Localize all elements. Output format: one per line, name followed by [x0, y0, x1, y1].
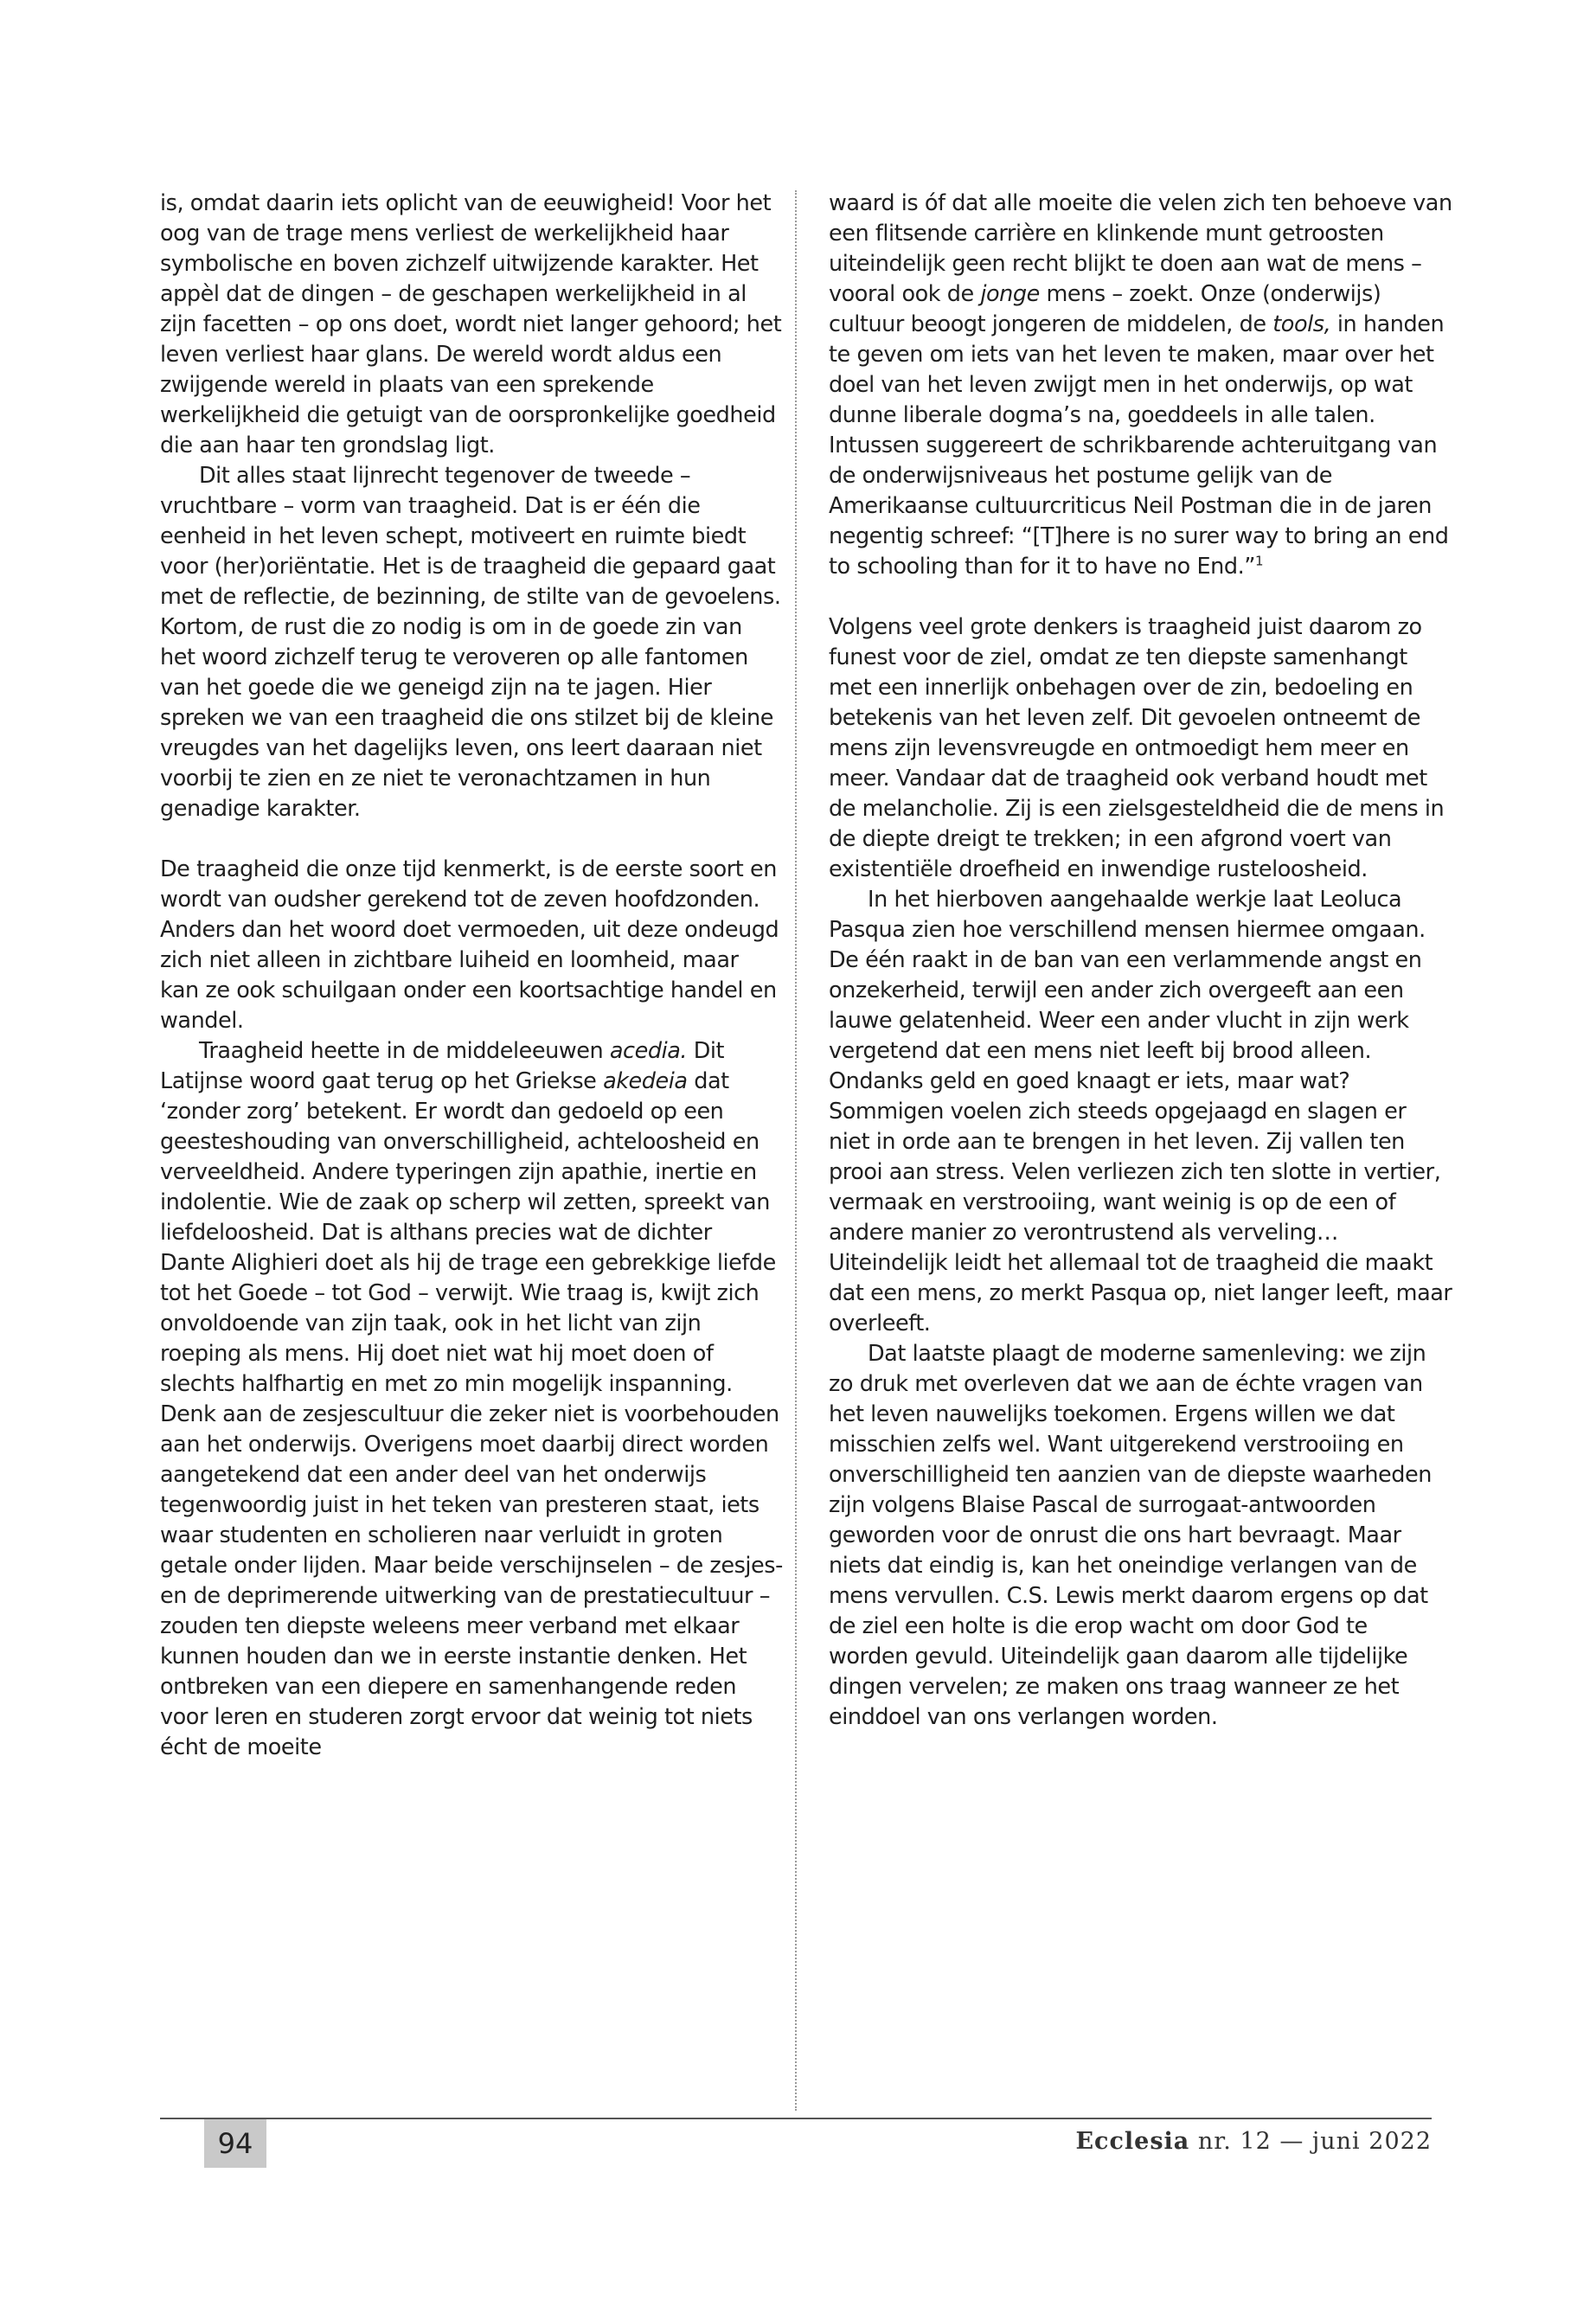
text-run: dat ‘zonder zorg’ betekent. Er wordt dan gedoeld op een geesteshouding van onverschilligheid, achteloosheid en verveeldheid. Andere typeringen zijn apathie, inertie en indolentie. Wie de zaak op scherp wil zetten, spreekt van liefdeloosheid. Dat is althans precies wat de dichter Dante Alighieri doet als hij de trage een gebrekkige liefde tot het Goede – tot God – verwijt. Wie traag is, kwijt zich onvoldoende van zijn taak, ook in het licht van zijn roeping als mens. Hij doet niet wat hij moet doen of slechts halfhartig en met zo min mogelijk inspanning. Denk aan de zesjescultuur die zeker niet is voorbehouden aan het onderwijs. Overigens moet daarbij direct worden aangetekend dat een ander deel van het onderwijs tegenwoordig juist in het teken van presteren staat, iets waar studenten en scholieren naar verluidt in groten getale onder lijden. Maar beide verschijnselen – de zesjes- en de deprimerende uitwerking van de prestatiecultuur – zouden ten diepste weleens meer verband met elkaar kunnen houden dan we in eerste instantie denken. Het ontbreken van een diepere en samenhangende reden voor leren en studeren zorgt ervoor dat weinig tot niets écht de moeite	[160, 1068, 783, 1760]
left-paragraph-2	[160, 461, 783, 824]
page-number: 94	[204, 2119, 266, 2168]
text-run: Traagheid heette in de middeleeuwen	[199, 1038, 610, 1064]
left-paragraph-3	[160, 855, 783, 1036]
right-paragraph-3	[829, 885, 1453, 1339]
right-paragraph-4	[829, 1339, 1453, 1733]
left-paragraph-1	[160, 189, 783, 461]
italic-term: acedia.	[609, 1038, 688, 1064]
text-run: Dit Latijnse woord gaat terug op het Griekse	[160, 1038, 725, 1094]
section-gap	[160, 824, 783, 855]
issue-info: nr. 12 — juni 2022	[1189, 2128, 1432, 2155]
footnote-reference[interactable]: 1	[1254, 553, 1264, 569]
right-paragraph-2	[829, 612, 1453, 885]
text-run: In het hierboven aangehaalde werkje laat Leoluca Pasqua zien hoe verschillend mensen hiermee omgaan. De één raakt in de ban van een verlammende angst en onzekerheid, terwijl een ander zich overgeeft aan een lauwe gelatenheid. Weer een ander vlucht in zijn werk vergetend dat een mens niet leeft bij brood alleen. Ondanks geld en goed knaagt er iets, maar wat? Sommigen voelen zich steeds opgejaagd en slagen er niet in orde aan te brengen in het leven. Zij vallen ten prooi aan stress. Velen verliezen zich ten slotte in vertier, vermaak en verstrooiing, want weinig is op de een of andere manier zo verontrustend als verveling… Uiteindelijk leidt het allemaal tot de traagheid die maakt dat een mens, zo merkt Pasqua op, niet langer leeft, maar overleeft.	[829, 887, 1452, 1336]
text-run: Dit alles staat lijnrecht tegenover de tweede – vruchtbare – vorm van traagheid. Dat is er één die eenheid in het leven schept, motiveert en ruimte biedt voor (her)oriëntatie. Het is de traagheid die gepaard gaat met de reflectie, de bezinning, de stilte van de gevoelens. Kortom, de rust die zo nodig is om in de goede zin van het woord zichzelf terug te veroveren op alle fantomen van het goede die we geneigd zijn na te jagen. Hier spreken we van een traagheid die ons stilzet bij de kleine vreugdes van het dagelijks leven, ons leert daaraan niet voorbij te zien en ze niet te veronachtzamen in hun genadige karakter.	[160, 463, 781, 822]
right-paragraph-1	[829, 189, 1453, 582]
text-run: is, omdat daarin iets oplicht van de eeuwigheid! Voor het oog van de trage mens verliest de werkelijkheid haar symbolische en boven zichzelf uitwijzende karakter. Het appèl dat de dingen – de geschapen werkelijkheid in al zijn facetten – op ons doet, wordt niet langer gehoord; het leven verliest haar glans. De wereld wordt aldus een zwijgende wereld in plaats van een sprekende werkelijkheid die getuigt van de oorspronkelijke goedheid die aan haar ten grondslag ligt.	[160, 190, 782, 458]
footer-rule	[160, 2118, 1432, 2119]
text-run: in handen te geven om iets van het leven te maken, maar over het doel van het leven zwijgt men in het onderwijs, op wat dunne liberale dogma’s na, goeddeels in alle talen. Intussen suggereert de schrikbarende achteruitgang van de onderwijsniveaus het postume gelijk van de Amerikaanse cultuurcriticus Neil Postman die in de jaren negentig schreef: “[T]here is no surer way to bring an end to schooling than for it to have no End.”	[829, 311, 1449, 580]
left-column	[160, 189, 783, 1763]
left-paragraph-4	[160, 1036, 783, 1763]
section-gap	[829, 582, 1453, 612]
italic-term: tools,	[1272, 311, 1331, 337]
text-run: De traagheid die onze tijd kenmerkt, is de eerste soort en wordt van oudsher gerekend tot de zeven hoofdzonden. Anders dan het woord doet vermoeden, uit deze ondeugd zich niet alleen in zichtbare luiheid en loomheid, maar kan ze ook schuilgaan onder een koortsachtige handel en wandel.	[160, 856, 779, 1034]
right-column	[829, 189, 1453, 1733]
text-run: mens – zoekt. Onze (onderwijs) cultuur beoogt jongeren de middelen, de	[829, 281, 1381, 337]
italic-term: akedeia	[603, 1068, 688, 1094]
text-run: Volgens veel grote denkers is traagheid juist daarom zo funest voor de ziel, omdat ze ten diepste samenhangt met een innerlijk onbehagen over de zin, bedoeling en betekenis van het leven zelf. Dit gevoelen ontneemt de mens zijn levensvreugde en ontmoedigt hem meer en meer. Vandaar dat de traagheid ook verband houdt met de melancholie. Zij is een zielsgesteldheid die de mens in de diepte dreigt te trekken; in een afgrond voert van existentiële droefheid en inwendige rusteloosheid.	[829, 614, 1445, 882]
column-divider	[795, 190, 797, 2111]
text-run: Dat laatste plaagt de moderne samenleving: we zijn zo druk met overleven dat we aan de échte vragen van het leven nauwelijks toekomen. Ergens willen we dat misschien zelfs wel. Want uitgerekend verstrooiing en onverschilligheid ten aanzien van de diepste waarheden zijn volgens Blaise Pascal de surrogaat-antwoorden geworden voor de onrust die ons hart bevraagt. Maar niets dat eindig is, kan het oneindige verlangen van de mens vervullen. C.S. Lewis merkt daarom ergens op dat de ziel een holte is die erop wacht om door God te worden gevuld. Uiteindelijk gaan daarom alle tijdelijke dingen vervelen; ze maken ons traag wanneer ze het einddoel van ons verlangen worden.	[829, 1341, 1432, 1730]
italic-term: jonge	[980, 281, 1040, 307]
journal-footer	[1075, 2128, 1432, 2155]
journal-name: Ecclesia	[1075, 2128, 1190, 2155]
text-run: waard is óf dat alle moeite die velen zich ten behoeve van een flitsende carrière en klinkende munt getroosten uiteindelijk geen recht blijkt te doen aan wat de mens – vooral ook de	[829, 190, 1452, 307]
